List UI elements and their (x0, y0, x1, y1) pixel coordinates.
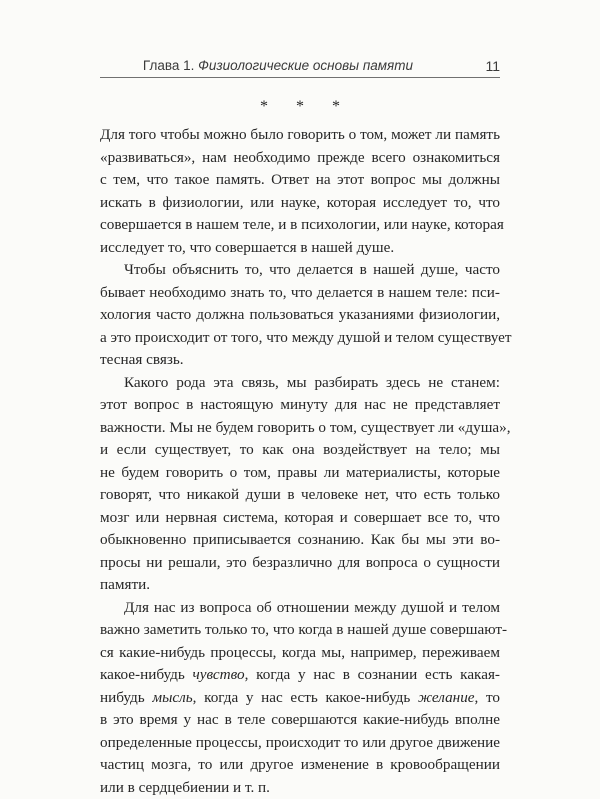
paragraph-3-line: обыкновенно приписывается сознанию. Как бы мы эти во- (100, 529, 500, 552)
paragraph-3-line: Какого рода эта связь, мы разбирать здесь не станем: (100, 372, 500, 395)
paragraph-4-line-with-italic (100, 687, 500, 710)
paragraph-4-line: в это время у нас в теле совершаются какие-нибудь вполне (100, 709, 500, 732)
paragraph-4-line: Для нас из вопроса об отношении между душой и телом (100, 597, 500, 620)
paragraph-4-line: определенные процессы, происходит то или другое движение (100, 732, 500, 755)
text-segment: , то (475, 689, 501, 706)
paragraph-2-line: тесная связь. (100, 349, 500, 372)
paragraph-3-line: памяти. (100, 574, 500, 597)
body-text (100, 124, 500, 799)
paragraph-4-line: или в сердцебиении и т. п. (100, 777, 500, 799)
paragraph-1-line: Для того чтобы можно было говорить о том, может ли память (100, 124, 500, 147)
chapter-heading (100, 58, 500, 73)
paragraph-3-line: не будем говорить о том, правы ли материалисты, которые (100, 462, 500, 485)
italic-term: желание (418, 689, 475, 706)
chapter-label: Глава 1. (143, 58, 194, 73)
paragraph-1-line: исследует то, что совершается в нашей душе. (100, 237, 500, 260)
paragraph-1-line: с тем, что такое память. Ответ на этот вопрос мы должны (100, 169, 500, 192)
paragraph-2-line: хология часто должна пользоваться указаниями физиологии, (100, 304, 500, 327)
text-segment: какое-нибудь (100, 666, 185, 683)
paragraph-1-line: совершается в нашем теле, и в психологии, или науке, которая (100, 214, 500, 237)
paragraph-3-line: говорят, что никакой души в человеке нет, что есть только (100, 484, 500, 507)
paragraph-3-line: важности. Мы не будем говорить о том, существует ли «душа», (100, 417, 500, 440)
header-rule (100, 77, 500, 78)
paragraph-4-line-with-italic (100, 664, 500, 687)
paragraph-3-line: этот вопрос в настоящую минуту для нас не представляет (100, 394, 500, 417)
paragraph-3-line: и если существует, то как она воздействует на тело; мы (100, 439, 500, 462)
page-number: 11 (460, 58, 500, 74)
chapter-title: Физиологические основы памяти (198, 58, 413, 73)
paragraph-4-line: важно заметить только то, что когда в нашей душе совершают- (100, 619, 500, 642)
paragraph-4-line: ся какие-нибудь процессы, когда мы, например, переживаем (100, 642, 500, 665)
paragraph-3-line: просы ни решали, это безразлично для вопроса о сущности (100, 552, 500, 575)
running-head (100, 58, 500, 78)
paragraph-1-line: «развиваться», нам необходимо прежде всего ознакомиться (100, 147, 500, 170)
paragraph-4-line: частиц мозга, то или другое изменение в кровообращении (100, 754, 500, 777)
italic-term: чувство (193, 666, 245, 683)
text-segment: нибудь (100, 689, 145, 706)
paragraph-2-line: Чтобы объяснить то, что делается в нашей душе, часто (100, 259, 500, 282)
text-segment: , когда у нас есть какое-нибудь (193, 689, 411, 706)
italic-term: мысль (152, 689, 192, 706)
paragraph-2-line: бывает необходимо знать то, что делается в нашем теле: пси- (100, 282, 500, 305)
paragraph-2-line: а это происходит от того, что между душой и телом существует (100, 327, 500, 350)
text-segment: , когда у нас в сознании есть какая- (245, 666, 500, 683)
paragraph-1-line: искать в физиологии, или науке, которая исследует то, что (100, 192, 500, 215)
section-separator: * * * (100, 98, 500, 116)
paragraph-3-line: мозг или нервная система, которая и совершает все то, что (100, 507, 500, 530)
